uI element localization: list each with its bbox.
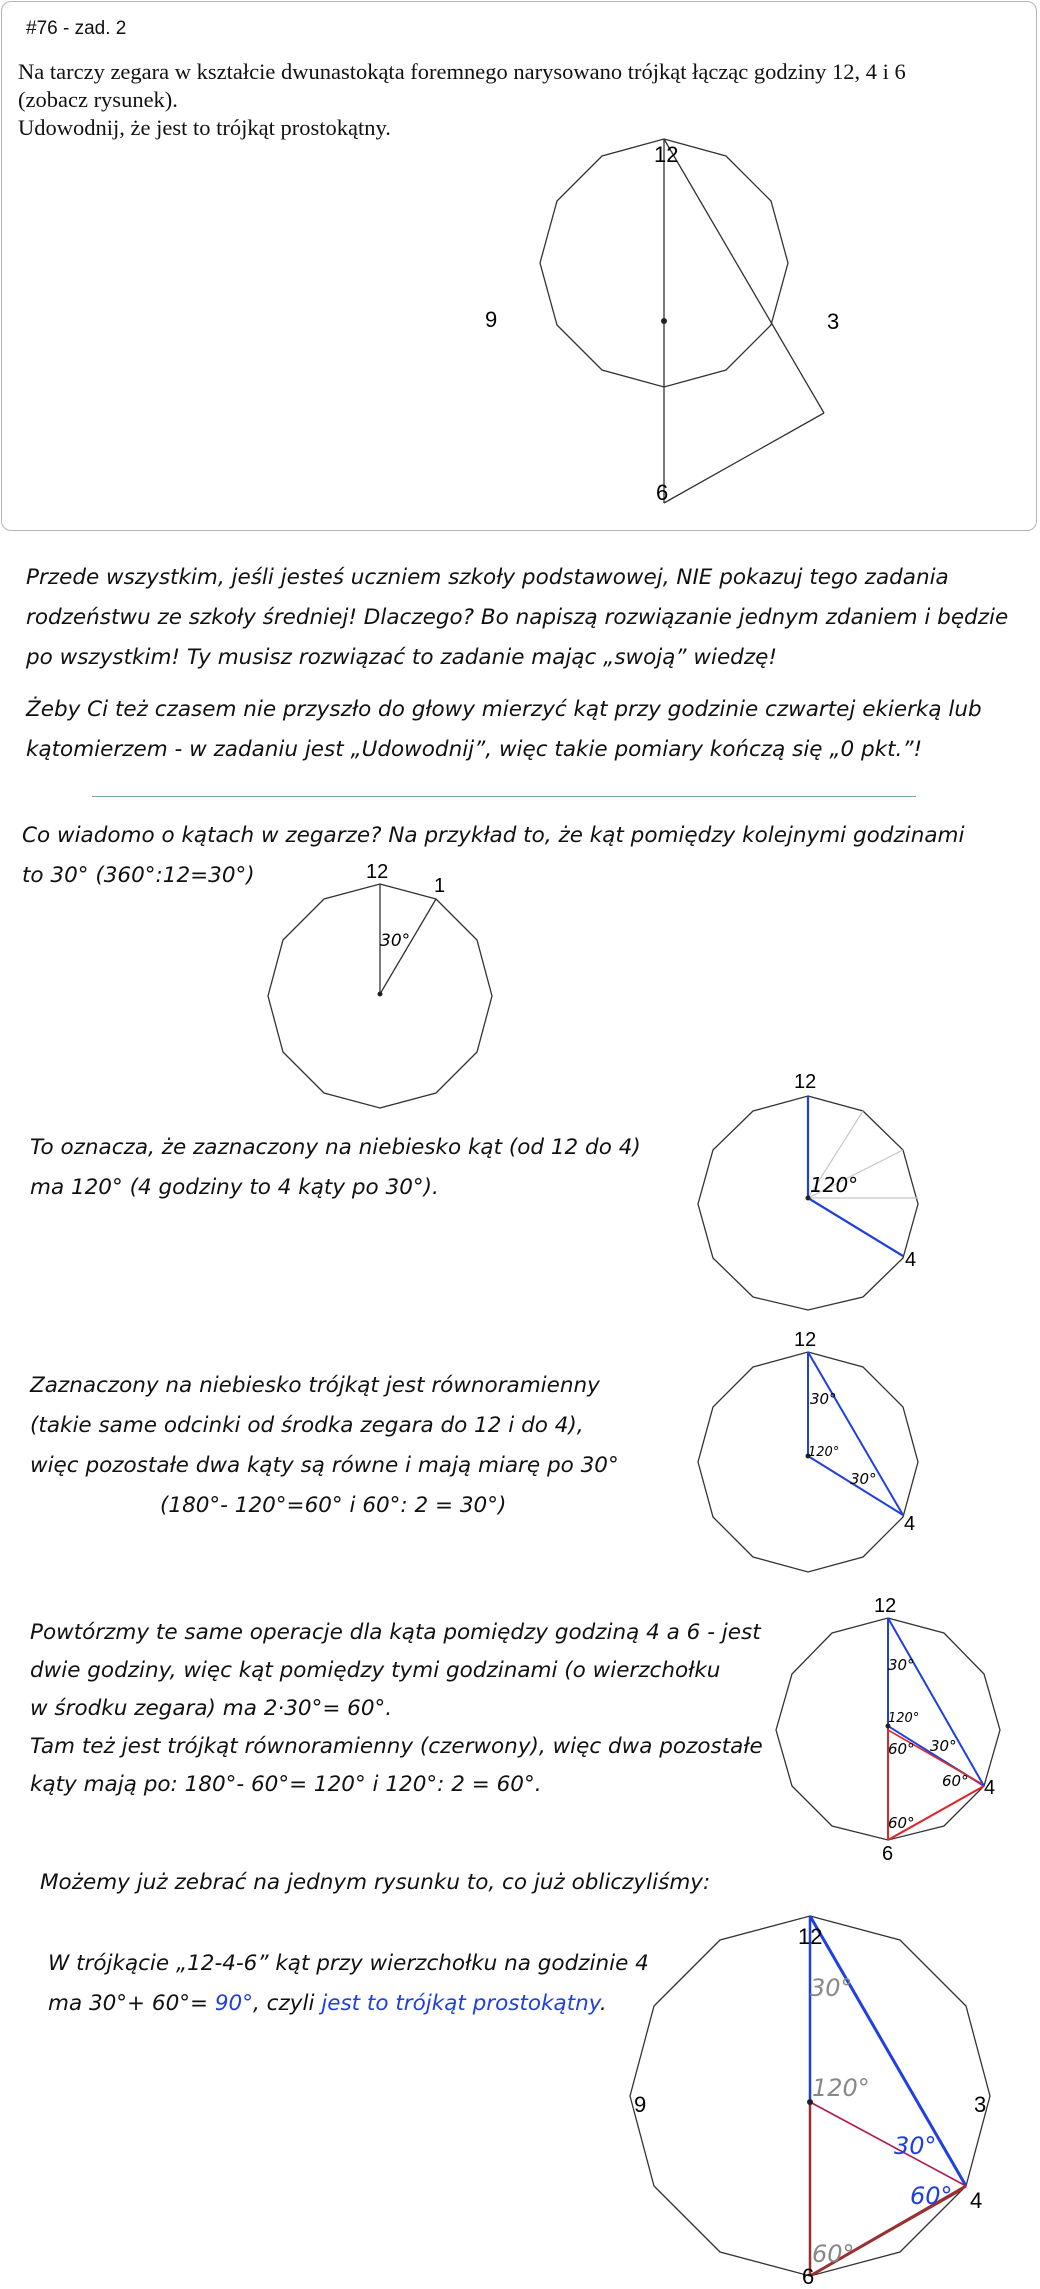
task-box: [1, 1, 1037, 531]
step2-clock-figure: [698, 1071, 920, 1310]
conclusion-line-1: W trójkącie „12-4-6” kąt przy wierzchołku na godzinie 4: [48, 1951, 649, 1976]
step4-line-1: Powtórzmy te same operacje dla kąta pomiędzy godziną 4 a 6 - jest: [30, 1620, 761, 1645]
hour-12-label: 12: [794, 1329, 817, 1351]
hour-12-label: 12: [654, 142, 679, 167]
angle-four-30-label: 30°: [930, 1737, 957, 1755]
angle-center-120-label: 120°: [888, 1711, 920, 1726]
step3-line-3: więc pozostałe dwa kąty są równe i mają miarę po 30°: [30, 1453, 619, 1478]
hour-12-label: 12: [794, 1071, 817, 1093]
angle-four-label: 30°: [850, 1470, 877, 1488]
angle-six-label: 60°: [812, 2240, 855, 2268]
conclusion-line-2: [48, 1984, 668, 2024]
angle-four-60-label: 60°: [910, 2182, 953, 2210]
step4-text: [30, 1614, 790, 1804]
angle-four-60-label: 60°: [942, 1772, 969, 1790]
hour-6-label: 6: [656, 480, 669, 505]
hour-9-label: 9: [634, 2092, 647, 2117]
angle-top-label: 30°: [810, 1974, 853, 2002]
angle-center-60-label: 60°: [888, 1740, 915, 1758]
conclusion-period: .: [599, 1991, 607, 2016]
step2-text: [30, 1128, 710, 1208]
step1-line-1: Co wiadomo o kątach w zegarze? Na przykład to, że kąt pomiędzy kolejnymi godzinami: [22, 823, 965, 848]
segment-12-4: [888, 1618, 984, 1786]
task-statement: [18, 58, 1018, 142]
angle-120-label: 120°: [810, 1173, 859, 1197]
step1-line-2: to 30° (360°:12=30°): [22, 863, 255, 888]
warning-paragraph: Żeby Ci też czasem nie przyszło do głowy mierzyć kąt przy godzinie czwartej ekierką lub kątomierzem - w zadaniu jest „Udowodnij”, więc takie pomiary kończą się „0 pkt.”!: [26, 697, 982, 762]
step4-line-5: kąty mają po: 180°- 60°= 120° i 120°: 2 = 60°.: [30, 1772, 542, 1797]
hour-6-label: 6: [802, 2264, 815, 2289]
hour-9-label: 9: [485, 307, 498, 332]
angle-six-label: 60°: [888, 1814, 915, 1832]
hour-12-label: 12: [874, 1595, 897, 1617]
conclusion-sum: ma 30°+ 60°=: [48, 1991, 215, 2016]
separator-line: [92, 796, 916, 797]
step1-text: [22, 816, 1022, 896]
step1-clock-figure: [268, 861, 498, 1108]
task-id: #76 - zad. 2: [26, 18, 127, 39]
step3-line-4: (180°- 120°=60° i 60°: 2 = 30°): [160, 1493, 507, 1518]
step4-line-4: Tam też jest trójkąt równoramienny (czerwony), więc dwa pozostałe: [30, 1734, 763, 1759]
task-line-3: Udowodnij, że jest to trójkąt prostokątny.: [18, 115, 391, 140]
hour-4-label: 4: [984, 1777, 996, 1799]
segment-12-4: [664, 139, 824, 413]
hour-12-label: 12: [798, 1924, 823, 1949]
segment-12-4: [810, 1916, 966, 2186]
conclusion-text: [48, 1944, 668, 2024]
step3-clock-figure: [698, 1329, 920, 1572]
step4-clock-figure: [776, 1595, 1000, 1865]
hour-3-label: 3: [974, 2092, 987, 2117]
task-line-2: (zobacz rysunek).: [18, 87, 178, 112]
angle-center-label: 120°: [812, 2074, 870, 2102]
angle-30-label: 30°: [380, 931, 411, 951]
angle-top-label: 30°: [810, 1390, 837, 1408]
hour-12-label: 12: [366, 861, 389, 883]
radius-to-4: [808, 1198, 903, 1256]
step3-line-1: Zaznaczony na niebiesko trójkąt jest równoramienny: [30, 1373, 600, 1398]
step2-line-2: ma 120° (4 godziny to 4 kąty po 30°).: [30, 1175, 439, 1200]
angle-top-label: 30°: [888, 1656, 915, 1674]
step3-line-2: (takie same odcinki od środka zegara do 12 i do 4),: [30, 1413, 584, 1438]
hour-1-label: 1: [434, 875, 446, 897]
right-angle-value: 90°: [214, 1991, 253, 2016]
clock-center: [378, 992, 383, 997]
task-clock-figure: [480, 138, 880, 508]
final-clock-figure: [630, 1916, 1030, 2289]
angle-four-30-label: 30°: [894, 2132, 937, 2160]
conclusion-result: jest to trójkąt prostokątny: [321, 1991, 600, 2016]
segment-4-6: [664, 413, 824, 503]
step4-line-3: w środku zegara) ma 2·30°= 60°.: [30, 1696, 393, 1721]
hour-3-label: 3: [827, 309, 840, 334]
hour-6-label: 6: [882, 1843, 894, 1865]
clock-center: [661, 318, 667, 324]
step5-heading: Możemy już zebrać na jednym rysunku to, co już obliczyliśmy:: [40, 1870, 711, 1895]
angle-center-label: 120°: [808, 1445, 840, 1460]
conclusion-connector: , czyli: [252, 1991, 322, 2016]
step4-line-2: dwie godziny, więc kąt pomiędzy tymi godzinami (o wierzchołku: [30, 1658, 721, 1683]
step2-line-1: To oznacza, że zaznaczony na niebiesko kąt (od 12 do 4): [30, 1135, 641, 1160]
segment-12-4: [808, 1352, 903, 1515]
hour-4-label: 4: [904, 1513, 916, 1535]
hour-4-label: 4: [970, 2188, 983, 2213]
hour-4-label: 4: [905, 1249, 917, 1271]
step3-text: [30, 1366, 710, 1526]
intro-paragraph: Przede wszystkim, jeśli jesteś uczniem szkoły podstawowej, NIE pokazuj tego zadania rodzeństwu ze szkoły średniej! Dlaczego? Bo napiszą rozwiązanie jednym zdaniem i będzie po wszystkim! Ty musisz rozwiązać to zadanie mając „swoją” wiedzę!: [26, 565, 1009, 670]
task-line-1: Na tarczy zegara w kształcie dwunastokąta foremnego narysowano trójkąt łącząc godziny 12, 4 i 6: [18, 59, 906, 84]
